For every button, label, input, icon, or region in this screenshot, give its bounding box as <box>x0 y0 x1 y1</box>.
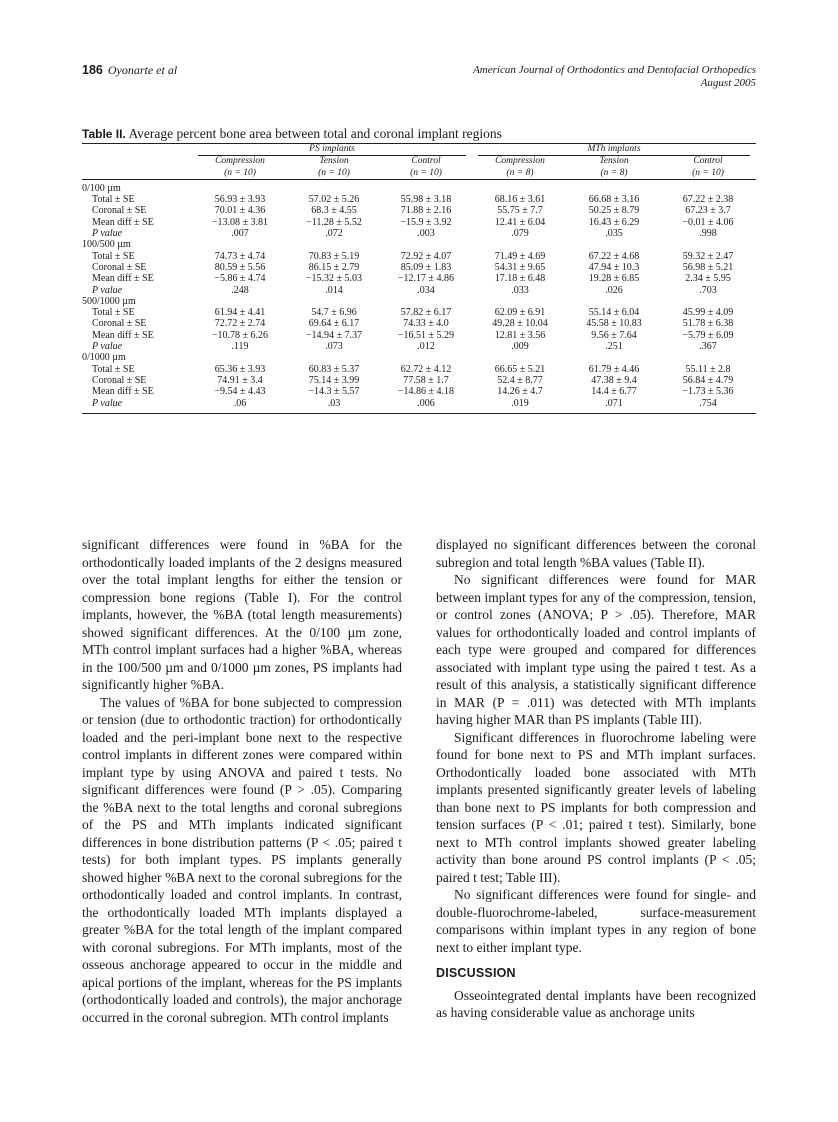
table-cell: .034 <box>417 284 435 296</box>
table-cell: 71.88 ± 2.16 <box>400 205 452 217</box>
table-cell: 72.92 ± 4.07 <box>400 250 452 262</box>
table-cell: .072 <box>325 228 343 240</box>
table-cell: 19.28 ± 6.85 <box>588 273 640 285</box>
zone-label: 0/100 µm <box>82 182 121 194</box>
table-cell: .009 <box>511 341 529 353</box>
table-caption <box>82 126 502 142</box>
table-cell: 70.01 ± 4.36 <box>214 205 266 217</box>
table-cell: 67.22 ± 2.38 <box>682 194 734 206</box>
column-header: Compression (n = 8) <box>495 156 545 178</box>
table-row <box>82 217 756 228</box>
table-row <box>82 364 756 375</box>
table-cell: .035 <box>605 228 623 240</box>
row-label: Mean diff ± SE <box>92 273 154 285</box>
table-cell: 77.58 ± 1.7 <box>403 374 449 386</box>
table-cell: 71.49 ± 4.69 <box>494 250 546 262</box>
table-cell: 45.58 ± 10.83 <box>586 318 642 330</box>
table-cell: .012 <box>417 341 435 353</box>
table-cell: −0.01 ± 4.06 <box>682 216 734 228</box>
table-cell: 12.81 ± 3.56 <box>494 329 546 341</box>
row-label: P value <box>92 284 123 296</box>
paragraph: Significant differences in fluorochrome labeling were found for bone next to PS and MTh implant surfaces. Orthodontically loaded bone associated with MTh implants presented significantly greater levels of labeling than bone next to PS implants for both compression and tension surfaces (P < .01; paired t test). Similarly, bone next to MTh control implants showed greater labeling activity than bone around PS control implants (P < .05; paired t test; Table III). <box>436 729 756 885</box>
table-cell: 51.78 ± 6.38 <box>682 318 734 330</box>
table-cell: 74.33 ± 4.0 <box>403 318 449 330</box>
journal-name: American Journal of Orthodontics and Dentofacial Orthopedics <box>473 64 756 76</box>
zone-row <box>82 296 756 307</box>
table-cell: 2.34 ± 5.95 <box>685 273 731 285</box>
table-cell: 17.18 ± 6.48 <box>494 273 546 285</box>
table-cell: 47.94 ± 10.3 <box>588 261 640 273</box>
column-header: Control (n = 10) <box>692 156 724 178</box>
table-cell: .119 <box>231 341 249 353</box>
table-cell: .003 <box>417 228 435 240</box>
table-cell: 59.32 ± 2.47 <box>682 250 734 262</box>
zone-label: 500/1000 µm <box>82 295 136 307</box>
table-label: Table II. <box>82 127 126 141</box>
column-header: Tension (n = 8) <box>599 156 629 178</box>
row-label: Coronal ± SE <box>92 318 147 330</box>
table-cell: −15.32 ± 5.03 <box>305 273 363 285</box>
table-row <box>82 341 756 352</box>
issue-date: August 2005 <box>700 77 756 89</box>
row-label: Total ± SE <box>92 194 135 206</box>
table-cell: 69.64 ± 6.17 <box>308 318 360 330</box>
group-header-row <box>82 144 756 156</box>
table-cell: 67.22 ± 4.68 <box>588 250 640 262</box>
table-cell: 86.15 ± 2.79 <box>308 261 360 273</box>
table-cell: −14.3 ± 5.57 <box>308 386 360 398</box>
zone-row <box>82 239 756 250</box>
column-header: Compression (n = 10) <box>215 156 265 178</box>
table-cell: .06 <box>233 397 247 409</box>
row-label: P value <box>92 341 123 353</box>
table-cell: 72.72 ± 2.74 <box>214 318 266 330</box>
table-cell: 55.75 ± 7.7 <box>497 205 543 217</box>
table-row <box>82 330 756 341</box>
table-cell: 61.94 ± 4.41 <box>214 307 266 319</box>
table-cell: .754 <box>699 397 717 409</box>
paragraph: displayed no significant differences between the coronal subregion and total length %BA values (Table II). <box>436 537 756 570</box>
paragraph: significant differences were found in %BA for the orthodontically loaded implants of the 2 designs measured over the total implant lengths for either the tension or compression bone regions (Table I). For the control implants, however, the %BA (total length measurements) showed significant differences. At the 0/100 µm zone, MTh control implant surfaces had a higher %BA, whereas in the 100/500 µm and 0/1000 µm zones, PS implants had significantly higher %BA. <box>82 537 402 692</box>
body-column-left <box>82 536 402 1026</box>
table-cell: 55.98 ± 3.18 <box>400 194 452 206</box>
table-cell: 75.14 ± 3.99 <box>308 374 360 386</box>
column-header: Tension (n = 10) <box>318 156 350 178</box>
table-cell: −5.86 ± 4.74 <box>214 273 266 285</box>
table-cell: 55.14 ± 6.04 <box>588 307 640 319</box>
table-row <box>82 375 756 386</box>
paragraph: The values of %BA for bone subjected to compression or tension (due to orthodontic traction) for orthodontically loaded and the peri-implant bone next to the respective control implants in different zones were compared within implant type by using ANOVA and paired t tests. No significant differences were found (P > .05). Comparing the %BA next to the total lengths and coronal subregions of the PS and MTh implants indicated significant differences in bone distribution patterns (P < .05; paired t tests) for both implant types. PS implants generally showed higher %BA next to the coronal subregions for the orthodontically loaded and control implants. In contrast, the orthodontically loaded MTh implants displayed a greater %BA for the total length of the implant compared with coronal subregions. For MTh implants, most of the osseous anchorage appeared to occur in the middle and apical portions of the implant, whereas for the PS implants (orthodontically loaded and controls), the major anchorage occurred in the coronal subregion. MTh control implants <box>82 694 402 1025</box>
row-label: P value <box>92 397 123 409</box>
table-cell: 66.68 ± 3.16 <box>588 194 640 206</box>
table-row <box>82 205 756 216</box>
running-head-left <box>82 63 177 78</box>
table-cell: 56.98 ± 5.21 <box>682 261 734 273</box>
table-cell: −11.28 ± 5.52 <box>306 216 362 228</box>
table-cell: .007 <box>231 228 249 240</box>
section-heading-discussion: DISCUSSION <box>436 966 516 980</box>
table-cell: 56.93 ± 3.93 <box>214 194 266 206</box>
group-header-mth: MTh implants <box>478 144 750 156</box>
row-label: Coronal ± SE <box>92 261 147 273</box>
table-row <box>82 318 756 329</box>
row-label: Mean diff ± SE <box>92 386 154 398</box>
table-cell: 62.09 ± 6.91 <box>494 307 546 319</box>
table-cell: 52.4 ± 8.77 <box>497 374 543 386</box>
group-header-ps: PS implants <box>198 144 466 156</box>
table-cell: .079 <box>511 228 529 240</box>
table-cell: 65.36 ± 3.93 <box>214 363 266 375</box>
table-cell: .071 <box>605 397 623 409</box>
table-cell: .019 <box>511 397 529 409</box>
table-cell: .367 <box>699 341 717 353</box>
table-cell: −15.9 ± 3.92 <box>400 216 452 228</box>
zone-label: 100/500 µm <box>82 239 131 251</box>
table-cell: −9.54 ± 4.43 <box>214 386 266 398</box>
table-cell: .703 <box>699 284 717 296</box>
table-cell: 66.65 ± 5.21 <box>494 363 546 375</box>
table-cell: −12.17 ± 4.86 <box>397 273 455 285</box>
table-row <box>82 251 756 262</box>
table-cell: 12.41 ± 6.04 <box>494 216 546 228</box>
table-cell: 49.28 ± 10.04 <box>492 318 548 330</box>
paragraph: No significant differences were found for MAR between implant types for any of the compression, tension, or control zones (ANOVA; P > .05). Therefore, MAR values for orthodontically loaded and control implants of each type were grouped and compared for differences associated with implant type using the paired t test. As a result of this analysis, a statistically significant difference in MAR (P = .011) was detected with MTh implants having higher MAR than PS implants (Table III). <box>436 572 756 727</box>
body-column-right <box>436 536 756 1022</box>
table-row <box>82 307 756 318</box>
table-cell: 54.7 ± 6.96 <box>311 307 357 319</box>
row-label: Total ± SE <box>92 250 135 262</box>
table-row <box>82 194 756 205</box>
row-label: Total ± SE <box>92 307 135 319</box>
table-cell: 67.23 ± 3.7 <box>685 205 731 217</box>
table-cell: −14.94 ± 7.37 <box>305 329 363 341</box>
zone-row <box>82 352 756 363</box>
data-table <box>82 144 756 413</box>
zone-label: 0/1000 µm <box>82 352 126 364</box>
data-table-container <box>82 143 756 414</box>
table-cell: −16.51 ± 5.29 <box>397 329 455 341</box>
table-cell: 70.83 ± 5.19 <box>308 250 360 262</box>
table-bottom-rule <box>82 413 756 414</box>
table-cell: 56.84 ± 4.79 <box>682 374 734 386</box>
table-cell: 85.09 ± 1.83 <box>400 261 452 273</box>
table-cell: .006 <box>417 397 435 409</box>
column-header-row <box>82 156 756 179</box>
table-cell: 62.72 ± 4.12 <box>400 363 452 375</box>
table-cell: 74.73 ± 4.74 <box>214 250 266 262</box>
zone-row <box>82 183 756 194</box>
table-cell: 16.43 ± 6.29 <box>588 216 640 228</box>
row-label: P value <box>92 228 123 240</box>
running-head-right <box>473 64 756 90</box>
table-cell: 55.11 ± 2.8 <box>685 363 731 375</box>
table-cell: 60.83 ± 5.37 <box>308 363 360 375</box>
table-cell: 14.26 ± 4.7 <box>497 386 543 398</box>
table-cell: 45.99 ± 4.09 <box>682 307 734 319</box>
row-label: Mean diff ± SE <box>92 329 154 341</box>
table-cell: .03 <box>327 397 341 409</box>
table-row <box>82 262 756 273</box>
table-cell: .073 <box>325 341 343 353</box>
page-header <box>82 63 756 95</box>
column-header: Control (n = 10) <box>410 156 442 178</box>
table-cell: −14.86 ± 4.18 <box>397 386 455 398</box>
paragraph: Osseointegrated dental implants have been recognized as having considerable value as anchorage units <box>436 987 756 1020</box>
table-cell: 68.3 ± 4.55 <box>311 205 357 217</box>
table-cell: 61.79 ± 4.46 <box>588 363 640 375</box>
table-cell: .998 <box>699 228 717 240</box>
row-label: Mean diff ± SE <box>92 216 154 228</box>
table-cell: −13.08 ± 3.81 <box>211 216 269 228</box>
row-label: Coronal ± SE <box>92 205 147 217</box>
table-cell: .033 <box>511 284 529 296</box>
paragraph: No significant differences were found for single- and double-fluorochrome-labeled, surface-measurement comparisons within implant types in any region of bone next to either implant type. <box>436 887 756 955</box>
table-cell: 80.59 ± 5.56 <box>214 261 266 273</box>
table-cell: .248 <box>231 284 249 296</box>
table-cell: −1.73 ± 5.36 <box>682 386 734 398</box>
table-cell: 57.02 ± 5.26 <box>308 194 360 206</box>
table-cell: −5.79 ± 6.09 <box>682 329 734 341</box>
table-row <box>82 273 756 284</box>
table-cell: .251 <box>605 341 623 353</box>
author-line: Oyonarte et al <box>107 63 178 77</box>
row-label: Coronal ± SE <box>92 374 147 386</box>
table-cell: .014 <box>325 284 343 296</box>
table-cell: −10.78 ± 6.26 <box>211 329 269 341</box>
table-cell: 14.4 ± 6.77 <box>591 386 637 398</box>
table-cell: .026 <box>605 284 623 296</box>
table-row <box>82 398 756 409</box>
table-row <box>82 228 756 239</box>
table-cell: 47.38 ± 9.4 <box>591 374 637 386</box>
table-row <box>82 285 756 296</box>
table-cell: 74.91 ± 3.4 <box>217 374 263 386</box>
table-cell: 50.25 ± 8.79 <box>588 205 640 217</box>
table-row <box>82 386 756 397</box>
table-cell: 54.31 ± 9.65 <box>494 261 546 273</box>
table-title: Average percent bone area between total and coronal implant regions <box>128 126 502 141</box>
page-number: 186 <box>82 63 103 77</box>
table-cell: 68.16 ± 3.61 <box>494 194 546 206</box>
table-cell: 9.56 ± 7.64 <box>591 329 637 341</box>
row-label: Total ± SE <box>92 363 135 375</box>
table-cell: 57.82 ± 6.17 <box>400 307 452 319</box>
